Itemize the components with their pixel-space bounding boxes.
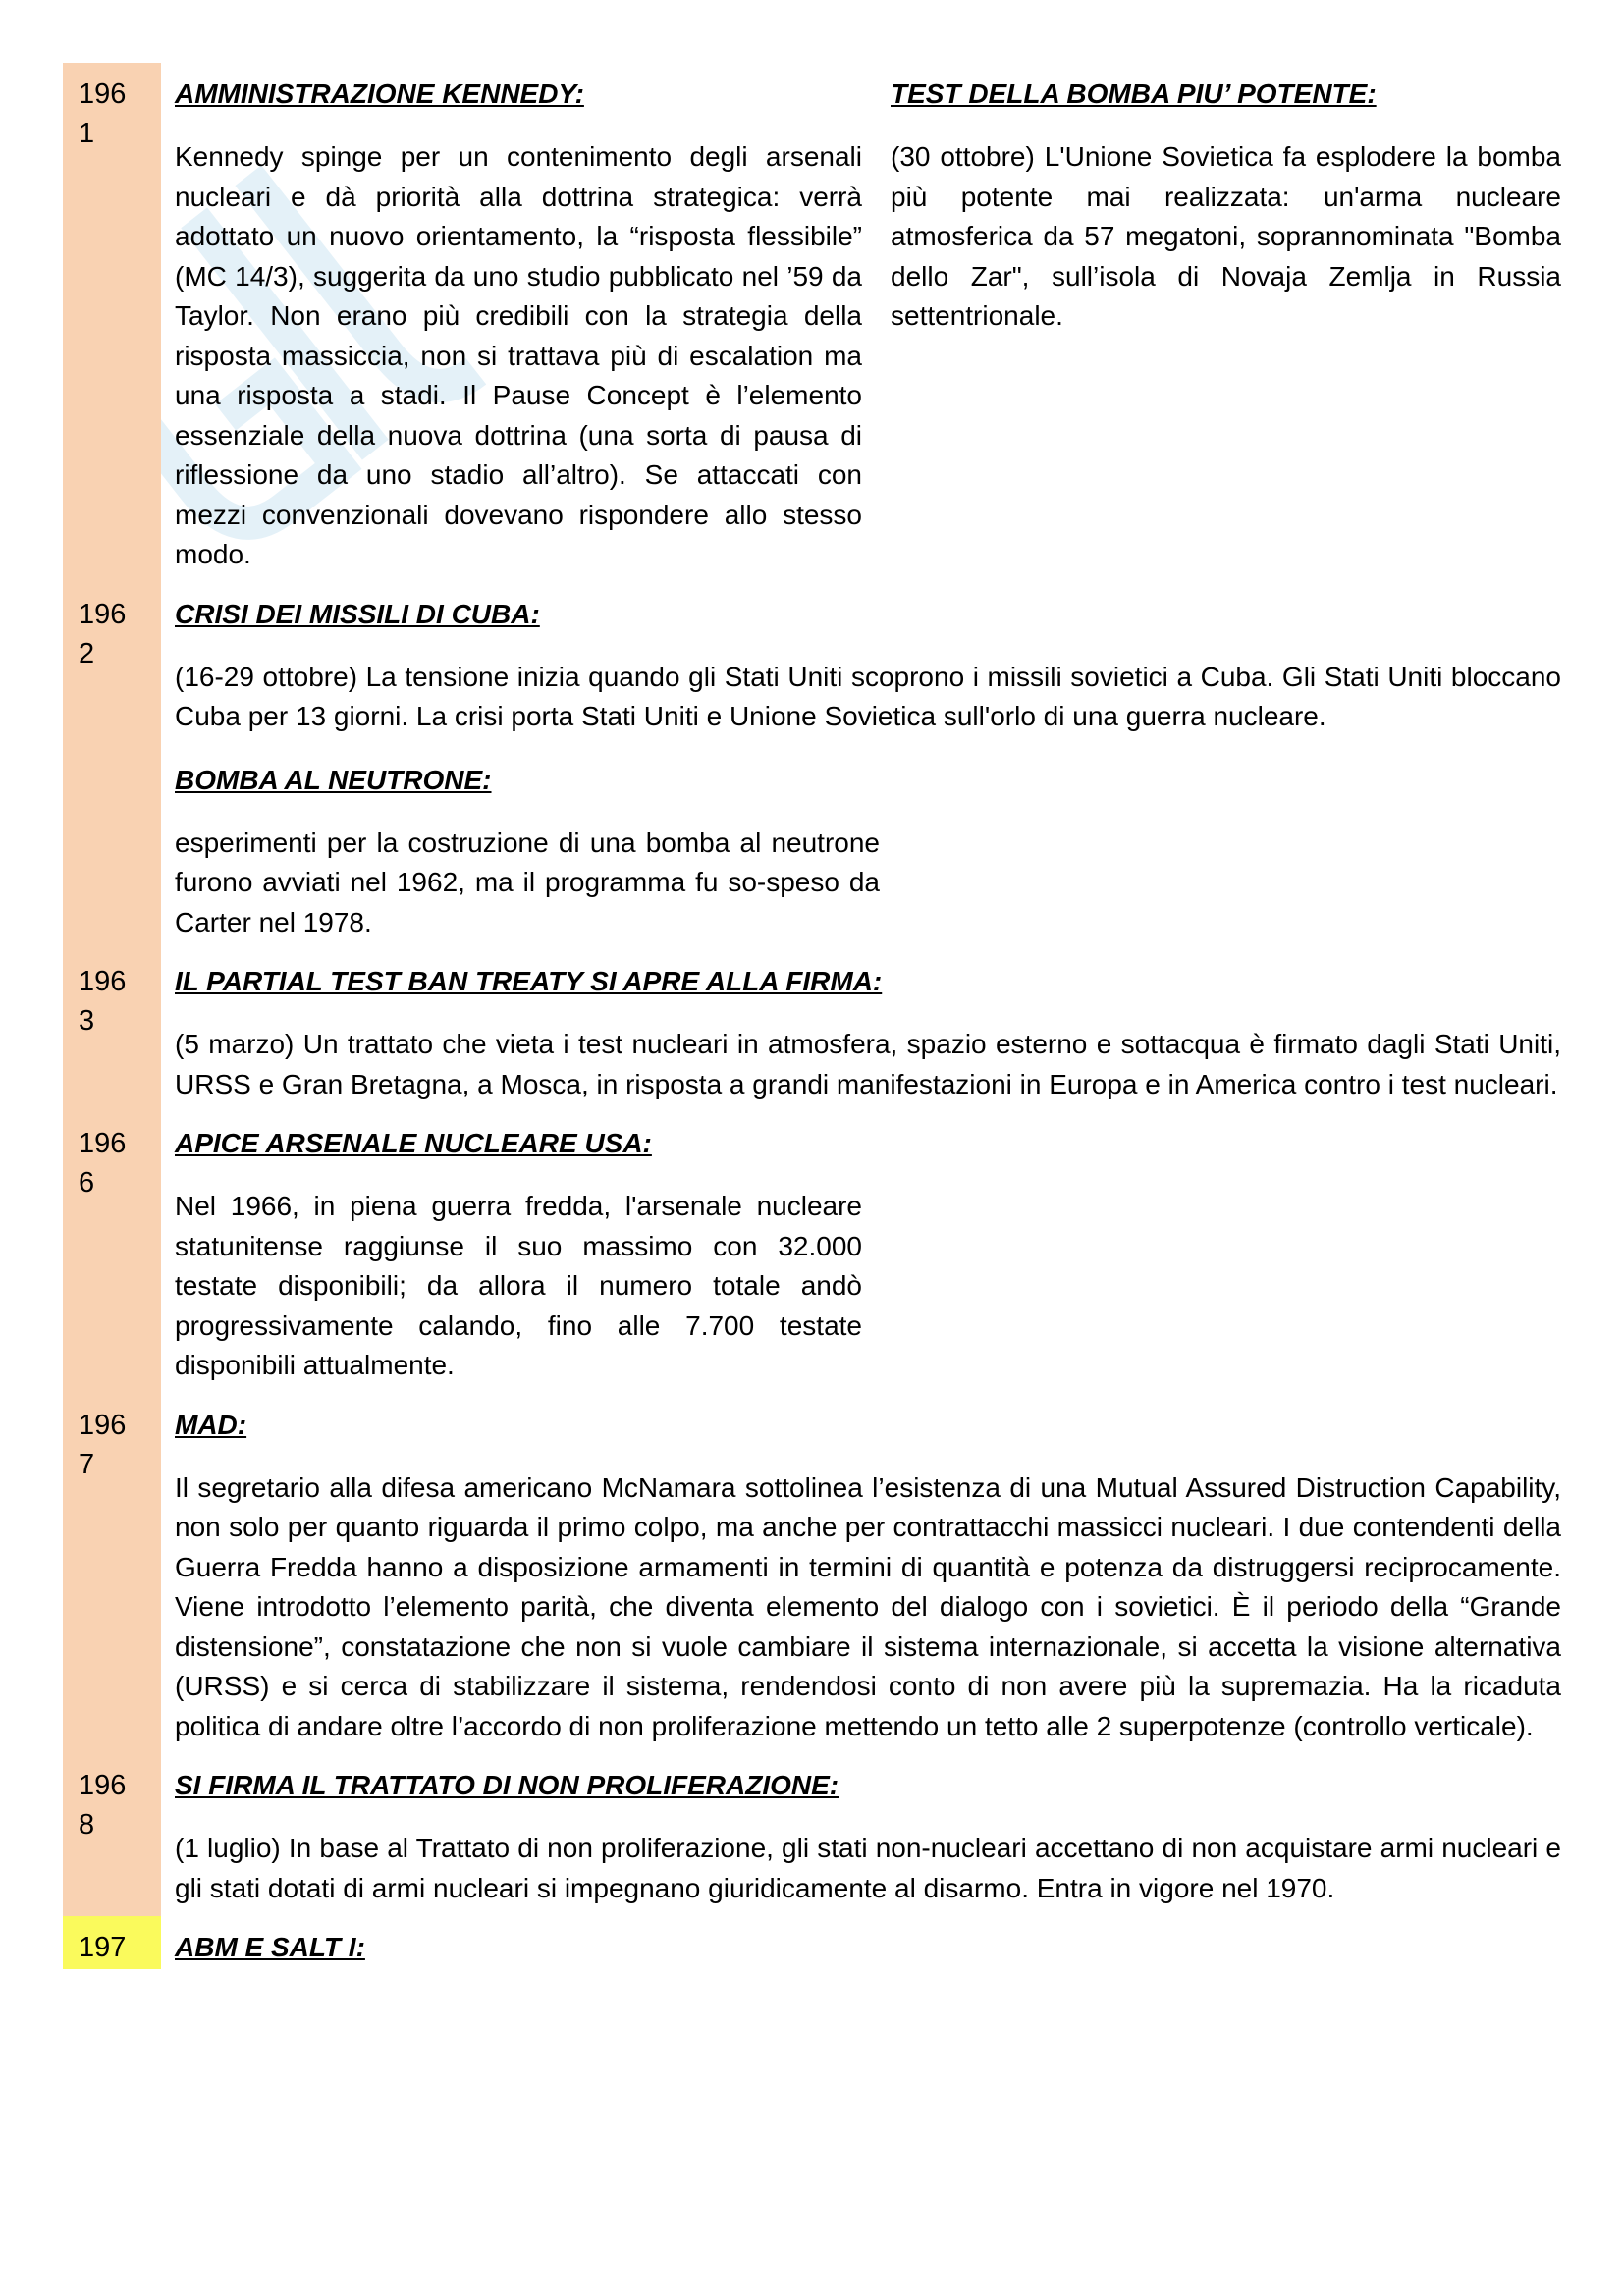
row-content [161, 1394, 1561, 1755]
timeline-row-1961 [63, 63, 1561, 583]
entry-text: (1 luglio) In base al Trattato di non proliferazione, gli stati non-nucleari accettano di non acquistare armi nucleari e gli stati dotati di armi nucleari si impegnano giuridicamente al disarmo. Entra in vigore nel 1970. [175, 1833, 1561, 1903]
timeline-row-197 [63, 1916, 1561, 1999]
row-content [161, 1916, 1561, 1999]
entry-text: Il segretario alla difesa americano McNamara sottolinea l’esistenza di una Mutual Assured Distruction Capability, non solo per quanto riguarda il primo colpo, ma anche per contrattacchi massicci nucleari. I due contendenti della Guerra Fredda hanno a disposizione armamenti in termini di quantità e potenza da distruggersi reciprocamente. Viene introdotto l’elemento parità, che diventa elemento del dialogo con i sovietici. È il periodo della “Grande distensione”, constatazione che non si vuole cambiare il sistema internazionale, si accetta la visione alternativa (URSS) e si cerca di stabilizzare il sistema, rendendosi conto di non avere più la supremazia. Ha la ricaduta politica di andare oltre l’accordo di non proliferazione mettendo un tetto alle 2 superpotenze (controllo verticale). [175, 1471, 1561, 1741]
left-column [175, 75, 862, 575]
entry-text: Nel 1966, in piena guerra fredda, l'arsenale nucleare statunitense raggiunse il suo massimo con 32.000 testate disponibili; da allora il numero totale andò progressivamente calando, fino alle 7.700 testate disponibili attualmente. [175, 1191, 862, 1380]
entry-heading: ABM E SALT I: [175, 1932, 365, 1962]
year-cell: 1961 [63, 63, 161, 583]
row-content [161, 1112, 1561, 1394]
year-cell: 1963 [63, 950, 161, 1112]
year-cell: 1962 [63, 583, 161, 951]
entry-text: (30 ottobre) L'Unione Sovietica fa esplodere la bomba più potente mai realizzata: un'arma nucleare atmosferica da 57 megatoni, soprannominata "Bomba dello Zar", sull’isola di Novaja Zemlja in Russia settentrionale. [891, 141, 1561, 331]
right-column [891, 75, 1561, 575]
entry-heading: MAD: [175, 1409, 247, 1440]
entry-heading: IL PARTIAL TEST BAN TREATY SI APRE ALLA FIRMA: [175, 966, 883, 996]
timeline-row-1966 [63, 1112, 1561, 1394]
entry-heading: CRISI DEI MISSILI DI CUBA: [175, 598, 540, 629]
entry-heading: TEST DELLA BOMBA PIU’ POTENTE: [891, 79, 1377, 109]
entry-text: (16-29 ottobre) La tensione inizia quando gli Stati Uniti scoprono i missili sovietici a Cuba. Gli Stati Uniti bloccano Cuba per 13 giorni. La crisi porta Stati Uniti e Unione Sovietica sull'orlo di una guerra nucleare. [175, 661, 1561, 731]
year-cell: 1968 [63, 1754, 161, 1916]
entry-text: Kennedy spinge per un contenimento degli arsenali nucleari e dà priorità alla dottrina strategica: verrà adottato un nuovo orientamento, la “risposta flessibile” (MC 14/3), suggerita da uno studio pubblicato nel ’59 da Taylor. Non erano più credibili con la strategia della risposta massiccia, non si trattava più di escalation ma una risposta a stadi. Il Pause Concept è l’elemento essenziale della nuova dottrina (una sorta di pausa di riflessione da uno stadio all’altro). Se attaccati con mezzi convenzionali dovevano rispondere allo stesso modo. [175, 141, 862, 569]
year-cell-highlighted: 197 [63, 1916, 161, 1999]
timeline-row-1967 [63, 1394, 1561, 1755]
row-content [161, 63, 1561, 583]
entry-heading: APICE ARSENALE NUCLEARE USA: [175, 1128, 652, 1158]
row-content [161, 1754, 1561, 1916]
entry-text: (5 marzo) Un trattato che vieta i test nucleari in atmosfera, spazio esterno e sottacqua è firmato dagli Stati Uniti, URSS e Gran Bretagna, a Mosca, in risposta a grandi manifestazioni in Europa e in America contro i test nucleari. [175, 1029, 1561, 1099]
timeline-table [63, 63, 1561, 1999]
sub-heading: BOMBA AL NEUTRONE: [175, 764, 492, 795]
timeline-row-1962 [63, 583, 1561, 951]
row-content [161, 583, 1561, 951]
row-content [161, 950, 1561, 1112]
timeline-row-1963 [63, 950, 1561, 1112]
entry-heading: SI FIRMA IL TRATTATO DI NON PROLIFERAZIONE: [175, 1770, 839, 1800]
timeline-row-1968 [63, 1754, 1561, 1916]
year-cell: 1967 [63, 1394, 161, 1755]
sub-text: esperimenti per la costruzione di una bomba al neutrone furono avviati nel 1962, ma il programma fu so-speso da Carter nel 1978. [175, 827, 880, 937]
entry-heading: AMMINISTRAZIONE KENNEDY: [175, 79, 584, 109]
year-cell: 1966 [63, 1112, 161, 1394]
